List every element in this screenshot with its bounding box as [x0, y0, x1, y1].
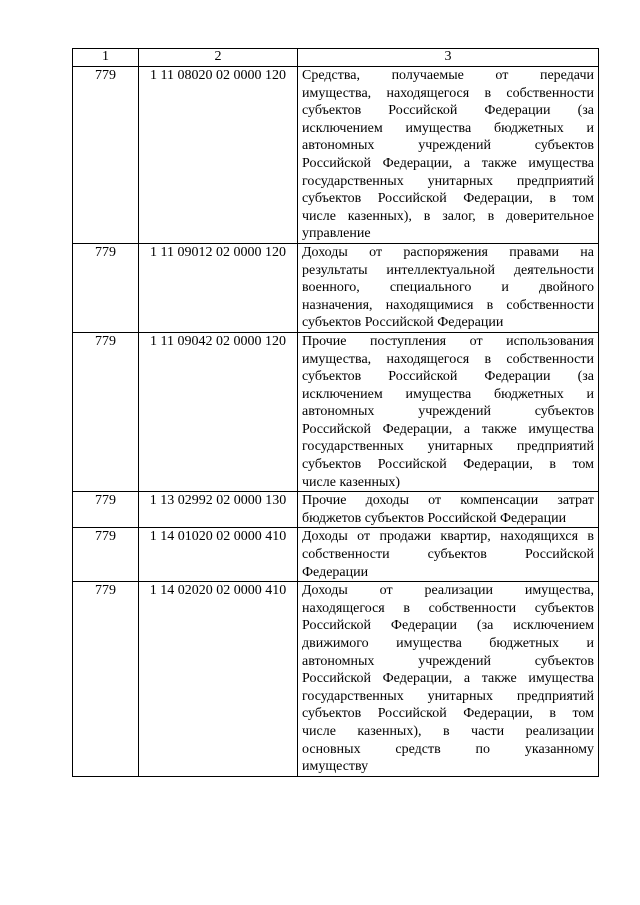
- revenue-name-line: Доходы от реализации имущества,: [302, 583, 594, 599]
- revenue-name-line: Российской Федерации, а также имущества: [302, 155, 594, 171]
- revenue-name-line: автономных учреждений субъектов: [302, 138, 594, 154]
- table-row: [73, 332, 599, 491]
- revenue-name-line: управление: [302, 226, 371, 242]
- revenue-name-cell: [298, 243, 599, 332]
- column-header-2: 2: [139, 49, 298, 67]
- revenue-name-line: имущества, находящегося в собственности: [302, 85, 594, 101]
- revenue-name-line: субъектов Российской Федерации (за: [302, 369, 594, 385]
- admin-code-cell: 779: [73, 243, 139, 332]
- revenue-name-cell: [298, 582, 599, 777]
- revenue-name-line: Российской Федерации (за исключением: [302, 618, 594, 634]
- revenue-name-line: находящегося в собственности субъектов: [302, 600, 594, 616]
- table-row: [73, 492, 599, 528]
- table-row: [73, 582, 599, 777]
- revenue-name-line: Российской Федерации, а также имущества: [302, 671, 594, 687]
- revenue-name-line: Прочие доходы от компенсации затрат: [302, 493, 594, 509]
- revenue-name-line: субъектов Российской Федерации (за: [302, 103, 594, 119]
- table-row: [73, 528, 599, 582]
- revenue-name-line: Прочие поступления от использования: [302, 333, 594, 349]
- revenue-name-cell: [298, 528, 599, 582]
- revenue-name-line: государственных унитарных предприятий: [302, 688, 594, 704]
- revenue-name-line: числе казенных), в части реализации: [302, 723, 594, 739]
- admin-code-cell: 779: [73, 528, 139, 582]
- revenue-name-line: числе казенных), в залог, в доверительное: [302, 208, 594, 224]
- revenue-name-line: субъектов Российской Федерации, в том: [302, 706, 594, 722]
- revenue-name-line: субъектов Российской Федерации, в том: [302, 457, 594, 473]
- revenue-name-line: Федерации: [302, 564, 369, 580]
- revenue-name-line: военного, специального и двойного: [302, 280, 594, 296]
- revenue-code-cell: 1 14 02020 02 0000 410: [139, 582, 298, 777]
- table-body: [73, 67, 599, 777]
- revenue-name-line: основных средств по указанному: [302, 741, 594, 757]
- revenue-code-cell: 1 11 08020 02 0000 120: [139, 67, 298, 244]
- revenue-name-line: имущества, находящегося в собственности: [302, 351, 594, 367]
- revenue-name-cell: [298, 492, 599, 528]
- revenue-name-cell: [298, 332, 599, 491]
- revenue-name-cell: [298, 67, 599, 244]
- admin-code-cell: 779: [73, 332, 139, 491]
- revenue-name-line: результаты интеллектуальной деятельности: [302, 262, 594, 278]
- revenue-name-line: движимого имущества бюджетных и: [302, 636, 594, 651]
- revenue-code-cell: 1 11 09012 02 0000 120: [139, 243, 298, 332]
- admin-code-cell: 779: [73, 582, 139, 777]
- column-header-3: 3: [298, 49, 599, 67]
- revenue-name-line: Российской Федерации, а также имущества: [302, 421, 594, 437]
- revenue-name-line: имуществу: [302, 759, 369, 775]
- revenue-code-cell: 1 14 01020 02 0000 410: [139, 528, 298, 582]
- revenue-name-line: автономных учреждений субъектов: [302, 404, 594, 420]
- revenue-name-line: автономных учреждений субъектов: [302, 653, 594, 669]
- revenue-name-line: исключением имущества бюджетных и: [302, 120, 594, 136]
- revenue-name-line: субъектов Российской Федерации, в том: [302, 191, 594, 207]
- revenue-codes-table: [72, 48, 599, 777]
- table-header-row: [73, 49, 599, 67]
- table-row: [73, 243, 599, 332]
- revenue-name-line: числе казенных): [302, 474, 401, 490]
- revenue-code-cell: 1 13 02992 02 0000 130: [139, 492, 298, 528]
- table-row: [73, 67, 599, 244]
- revenue-name-line: Средства, получаемые от передачи: [302, 68, 594, 83]
- revenue-name-line: субъектов Российской Федерации: [302, 315, 504, 331]
- revenue-name-line: государственных унитарных предприятий: [302, 439, 594, 455]
- revenue-name-line: государственных унитарных предприятий: [302, 173, 594, 189]
- revenue-name-line: Доходы от продажи квартир, находящихся в: [302, 529, 594, 545]
- admin-code-cell: 779: [73, 492, 139, 528]
- revenue-name-line: бюджетов субъектов Российской Федерации: [302, 510, 567, 526]
- revenue-name-line: исключением имущества бюджетных и: [302, 386, 594, 402]
- revenue-name-line: собственности субъектов Российской: [302, 547, 594, 563]
- column-header-1: 1: [73, 49, 139, 67]
- revenue-code-cell: 1 11 09042 02 0000 120: [139, 332, 298, 491]
- admin-code-cell: 779: [73, 67, 139, 244]
- revenue-name-line: назначения, находящимися в собственности: [302, 297, 594, 313]
- revenue-name-line: Доходы от распоряжения правами на: [302, 244, 594, 260]
